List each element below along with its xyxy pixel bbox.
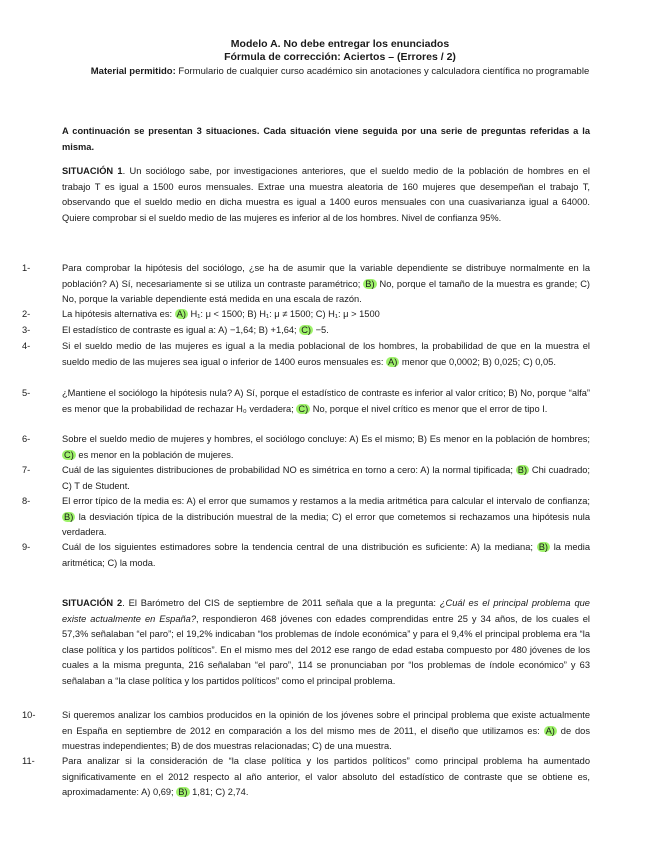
allowed-material-label: Material permitido:	[90, 66, 176, 77]
question-text: Para comprobar la hipótesis del sociólogo, ¿se ha de asumir que la variable dependiente se distribuye normalmente en la población? A) Sí, necesariamente si se utiliza un contraste paramétrico;	[62, 263, 590, 289]
answer-highlight: A)	[545, 725, 555, 736]
answer-highlight: C)	[301, 325, 312, 335]
situation-1-label: SITUACIÓN 1	[62, 166, 123, 176]
question-text: Cuál de las siguientes distribuciones de probabilidad NO es simétrica en torno a cero: A) la normal tipificada;	[62, 465, 516, 475]
question-number: 11-	[22, 756, 35, 766]
question-number: 8-	[22, 496, 31, 506]
question-number: 2-	[22, 309, 31, 319]
question-text: No, porque el nivel crítico es menor que el error de tipo I.	[310, 403, 548, 414]
question-number: 6-	[22, 434, 31, 444]
situation-1-paragraph	[62, 164, 590, 226]
question-text: ¿Mantiene el sociólogo la hipótesis nula? A) Sí, porque el estadístico de contraste es inferior al valor crítico; B) No, porque “alfa” es menor que la probabilidad de rechazar H₀ verdadera;	[62, 388, 590, 414]
question-text: El estadístico de contraste es igual a: A) −1,64; B) +1,64;	[62, 325, 300, 335]
answer-highlight: B)	[64, 511, 74, 522]
question-text: la desviación típica de la distribución muestral de la media; C) el error que cometemos si rechazamos una hipótesis nula verdadera.	[62, 511, 590, 538]
survey-question: ¿Cuál es el principal problema que existe actualmente en España?	[62, 598, 590, 624]
question-text: Sobre el sueldo medio de mujeres y hombres, el sociólogo concluye: A) Es el mismo; B) Es menor en la población de hombres;	[62, 434, 590, 444]
question-number: 3-	[22, 325, 31, 335]
answer-highlight: B)	[538, 542, 548, 552]
answer-highlight: B)	[365, 278, 375, 289]
question-number: 4-	[22, 341, 31, 351]
question-text: No, porque el tamaño de la muestra es grande; C) No, porque la variable dependiente está medida en una escala de razón.	[62, 278, 591, 305]
question-text: H₁: μ < 1500; B) H₁: μ ≠ 1500; C) H₁: μ > 1500	[187, 309, 380, 319]
question-text: El error típico de la media es: A) el error que sumamos y restamos a la media aritmética para calcular el intervalo de confianza;	[62, 496, 590, 506]
allowed-material-text: Formulario de cualquier curso académico sin anotaciones y calculadora científica no programable	[175, 66, 590, 77]
question-text: Si queremos analizar los cambios producidos en la opinión de los jóvenes sobre el principal problema que existe actualmente en España en septiembre de 2012 en comparación a los del mismo mes de 2011, el diseño que utilizamos es:	[62, 710, 590, 736]
question-text: de dos muestras independientes; B) de dos muestras relacionadas; C) de una muestra.	[62, 725, 590, 752]
question-text: la media aritmética; C) la moda.	[62, 542, 590, 568]
situation-2-text: , respondieron 468 jóvenes con edades comprendidas entre 25 y 34 años, de los cuales el 57,3% señalaban “el paro”; el 19,2% indicaban “los problemas de índole económica” y para el 9,4% el principal problema era “la clase política y los partidos políticos”. En el mismo mes del 2012 ese rango de edad estaba compuesto por 480 jóvenes de los cuales a la misma pregunta, 216 señalaban “el paro”, 114 se pronunciaban por “los problemas de índole económico” y 63 señalaban a “la clase política y los partidos políticos” como el principal problema.	[62, 613, 590, 686]
situation-2-label: SITUACIÓN 2	[62, 598, 123, 608]
question-text: Chi cuadrado; C) T de Student.	[62, 465, 590, 491]
answer-highlight: B)	[178, 787, 188, 798]
intro-paragraph: A continuación se presentan 3 situaciones. Cada situación viene seguida por una serie de preguntas referidas a la misma.	[62, 126, 590, 152]
exam-title: Modelo A. No debe entregar los enunciados	[230, 38, 450, 50]
question-number: 1-	[22, 263, 31, 273]
question-number: 9-	[22, 542, 31, 552]
question-number: 5-	[22, 388, 31, 398]
situation-2-text: . El Barómetro del CIS de septiembre de 2011 señala que a la pregunta:	[122, 598, 440, 608]
correction-formula: Fórmula de corrección: Aciertos – (Errores / 2)	[224, 51, 456, 63]
question-text: Si el sueldo medio de las mujeres es igual a la media poblacional de los hombres, la probabilidad de que en la muestra el sueldo medio de las mujeres sea igual o inferior de 1400 euros mensuales es:	[62, 341, 590, 367]
question-number: 10-	[22, 710, 36, 720]
answer-highlight: A)	[176, 309, 186, 319]
question-text: Cuál de los siguientes estimadores sobre la tendencia central de una distribución es suficiente: A) la mediana;	[62, 542, 537, 552]
answer-highlight: C)	[298, 403, 309, 414]
question-text: menor que 0,0002; B) 0,025; C) 0,05.	[399, 356, 556, 367]
allowed-material	[60, 65, 620, 78]
question-number: 7-	[22, 465, 31, 475]
answer-highlight: B)	[517, 465, 528, 475]
question-text: 1,81; C) 2,74.	[189, 787, 249, 798]
question-text: La hipótesis alternativa es:	[62, 309, 175, 319]
answer-highlight: A)	[388, 356, 398, 367]
answer-highlight: C)	[64, 449, 74, 460]
situation-1-text: . Un sociólogo sabe, por investigaciones anteriores, que el sueldo medio de la población de hombres en el trabajo T es igual a 1500 euros mensuales. Extrae una muestra aleatoria de 160 mujeres que desempeñan el trabajo T, observando que el sueldo medio en dicha muestra es igual a 1400 euros mensuales con una cuasivarianza igual a 64000. Quiere comprobar si el sueldo medio de las mujeres es inferior al de los hombres. Nivel de confianza 95%.	[62, 166, 591, 223]
question-text: Para analizar si la consideración de “la clase política y los partidos políticos” como principal problema ha aumentado significativamente en el 2012 respecto al año anterior, el valor absoluto del estadístico de contraste que se obtiene es, aproximadamente: A) 0,69;	[62, 756, 590, 798]
situation-2-paragraph	[62, 596, 590, 690]
question-text: es menor en la población de mujeres.	[75, 449, 234, 460]
question-text: −5.	[313, 325, 329, 335]
